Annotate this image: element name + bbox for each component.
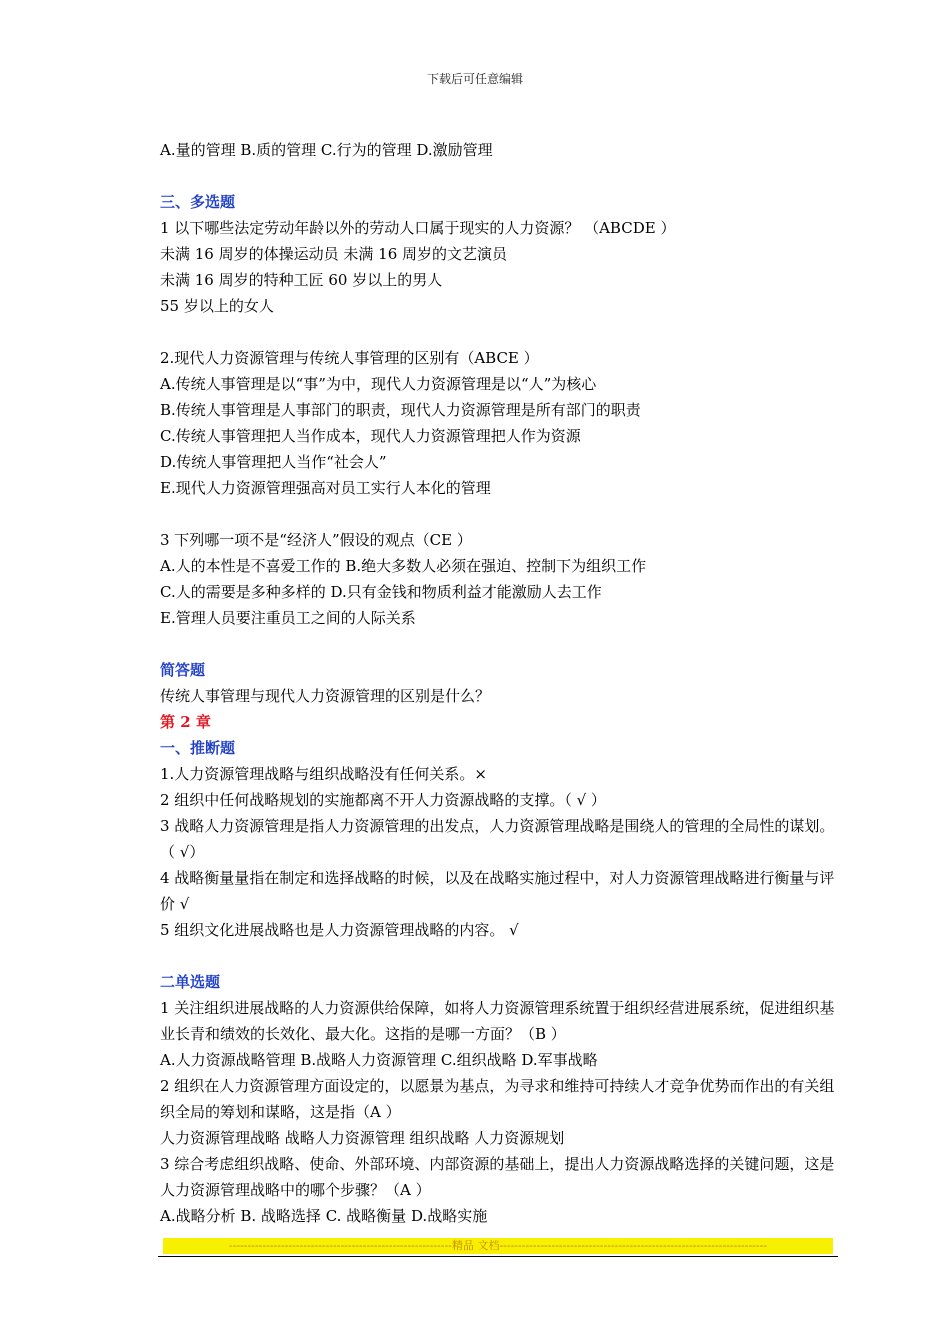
text-line: 5 组织文化进展战略也是人力资源管理战略的内容。 √: [160, 921, 519, 939]
text-line: 3 下列哪一项不是“经济人”假设的观点（CE ）: [160, 531, 472, 549]
footer-rule: [158, 1256, 838, 1257]
section-heading: 二单选题: [160, 973, 221, 991]
text-line: 未满 16 周岁的体操运动员 未满 16 周岁的文艺演员: [160, 245, 508, 263]
text-line: 2 组织在人力资源管理方面设定的，以愿景为基点，为寻求和维持可持续人才竞争优势而作出的有关组织全局的筹划和谋略，这是指（A ）: [160, 1077, 835, 1121]
text-line: B.传统人事管理是人事部门的职责，现代人力资源管理是所有部门的职责: [160, 401, 641, 419]
blank-line: [160, 631, 840, 657]
text-line: 3 战略人力资源管理是指人力资源管理的出发点，人力资源管理战略是围绕人的管理的全局性的谋划。（ √）: [160, 817, 835, 861]
blank-line: [160, 943, 840, 969]
text-line: 4 战略衡量量指在制定和选择战略的时候，以及在战略实施过程中，对人力资源管理战略进行衡量与评价 √: [160, 869, 835, 913]
text-line: 传统人事管理与现代人力资源管理的区别是什么？: [160, 687, 491, 705]
text-line: A.战略分析 B. 战略选择 C. 战略衡量 D.战略实施: [160, 1207, 488, 1225]
text-line: 3 综合考虑组织战略、使命、外部环境、内部资源的基础上，提出人力资源战略选择的关键问题，这是人力资源管理战略中的哪个步骤？（A ）: [160, 1155, 835, 1199]
text-line: A.传统人事管理是以“事”为中，现代人力资源管理是以“人”为核心: [160, 375, 597, 393]
text-line: A.量的管理 B.质的管理 C.行为的管理 D.激励管理: [160, 141, 493, 159]
section-heading: 三、多选题: [160, 193, 236, 211]
document-body: [160, 137, 840, 1229]
footer-banner: ------------------------------------------------------------精品 文档------------------------------------------------------------------------: [163, 1238, 833, 1254]
text-line: 1.人力资源管理战略与组织战略没有任何关系。×: [160, 765, 487, 783]
page-header: 下载后可任意编辑: [426, 72, 523, 86]
text-line: 2.现代人力资源管理与传统人事管理的区别有（ABCE ）: [160, 349, 539, 367]
blank-line: [160, 163, 840, 189]
text-line: A.人力资源战略管理 B.战略人力资源管理 C.组织战略 D.军事战略: [160, 1051, 598, 1069]
text-line: 1 关注组织进展战略的人力资源供给保障，如将人力资源管理系统置于组织经营进展系统，促进组织基业长青和绩效的长效化、最大化。这指的是哪一方面？（B ）: [160, 999, 835, 1043]
blank-line: [160, 501, 840, 527]
text-line: C.传统人事管理把人当作成本，现代人力资源管理把人作为资源: [160, 427, 581, 445]
blank-line: [160, 319, 840, 345]
section-heading: 简答题: [160, 661, 206, 679]
text-line: D.传统人事管理把人当作“社会人”: [160, 453, 387, 471]
text-line: C.人的需要是多种多样的 D.只有金钱和物质利益才能激励人去工作: [160, 583, 602, 601]
text-line: 人力资源管理战略 战略人力资源管理 组织战略 人力资源规划: [160, 1129, 565, 1147]
chapter-heading: 第 2 章: [160, 713, 211, 731]
text-line: 未满 16 周岁的特种工匠 60 岁以上的男人: [160, 271, 443, 289]
text-line: 55 岁以上的女人: [160, 297, 274, 315]
text-line: E.管理人员要注重员工之间的人际关系: [160, 609, 416, 627]
section-heading: 一、推断题: [160, 739, 236, 757]
text-line: E.现代人力资源管理强高对员工实行人本化的管理: [160, 479, 491, 497]
text-line: A.人的本性是不喜爱工作的 B.绝大多数人必须在强迫、控制下为组织工作: [160, 557, 647, 575]
text-line: 2 组织中任何战略规划的实施都离不开人力资源战略的支撑。（ √ ）: [160, 791, 606, 809]
text-line: 1 以下哪些法定劳动年龄以外的劳动人口属于现实的人力资源？ （ABCDE ）: [160, 219, 676, 237]
